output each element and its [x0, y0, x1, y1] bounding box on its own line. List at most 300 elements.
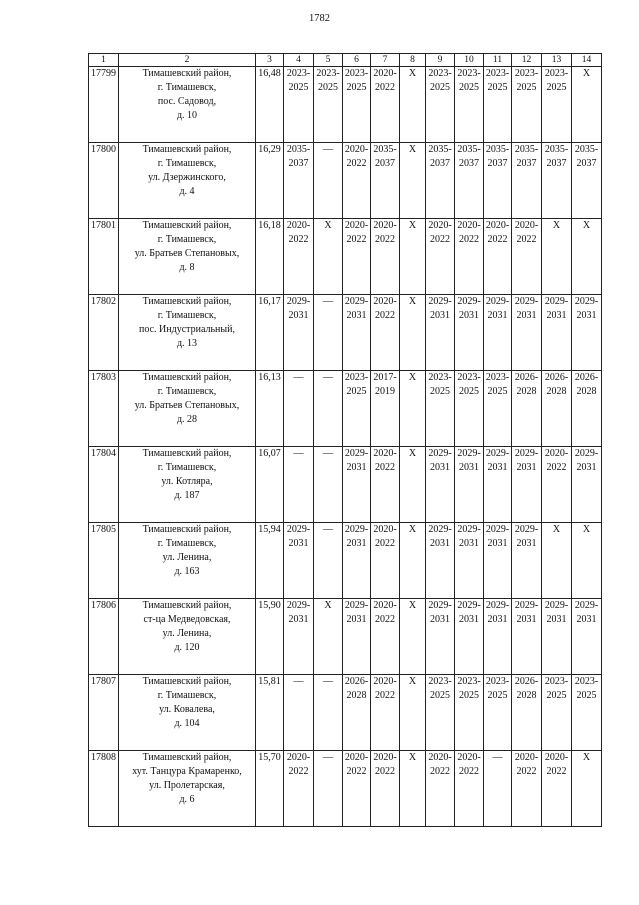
work-period-value: 2029- 2031	[514, 296, 539, 321]
work-period-cell	[314, 523, 343, 599]
column-header: 9	[426, 54, 455, 67]
table-row	[89, 751, 602, 827]
work-period-value: X	[324, 600, 332, 611]
column-header: 4	[284, 54, 314, 67]
work-period-cell	[484, 219, 512, 295]
work-period-cell	[512, 143, 542, 219]
work-period-value: 2029- 2031	[344, 296, 369, 321]
address-cell	[119, 67, 256, 143]
work-period-cell	[542, 67, 572, 143]
work-period-cell	[314, 447, 343, 523]
work-period-value: 2020- 2022	[344, 144, 369, 169]
work-period-cell	[426, 447, 455, 523]
work-period-value: 2029- 2031	[344, 600, 369, 625]
work-period-cell	[284, 143, 314, 219]
work-period-cell	[343, 599, 371, 675]
work-period-cell	[512, 447, 542, 523]
work-period-cell	[371, 143, 400, 219]
work-period-cell	[512, 67, 542, 143]
work-period-cell	[572, 751, 602, 827]
work-period-cell	[400, 447, 426, 523]
address-line: д. 104	[174, 718, 200, 729]
work-period-value: 2029- 2031	[485, 600, 510, 625]
work-period-value: 2029- 2031	[286, 600, 311, 625]
work-period-cell	[371, 523, 400, 599]
work-period-value: 2020- 2022	[373, 676, 397, 701]
address-cell	[119, 447, 256, 523]
work-period-value: 2020- 2022	[373, 220, 397, 245]
work-period-cell	[371, 219, 400, 295]
work-period-cell	[572, 67, 602, 143]
address-cell	[119, 295, 256, 371]
work-period-value: 2020- 2022	[544, 752, 569, 777]
table-row	[89, 295, 602, 371]
address-cell	[119, 751, 256, 827]
work-period-value: —	[293, 372, 304, 383]
work-period-value: X	[408, 372, 417, 383]
work-period-cell	[455, 67, 484, 143]
table-row	[89, 143, 602, 219]
work-period-value: X	[408, 220, 417, 231]
record-number: 17805	[89, 523, 119, 599]
work-period-value: 2029- 2031	[574, 448, 599, 473]
work-period-cell	[314, 67, 343, 143]
address-line: Тимашевский район,	[142, 676, 232, 687]
work-period-value: 2035- 2037	[485, 144, 510, 169]
work-period-cell	[400, 143, 426, 219]
work-period-value: X	[408, 524, 417, 535]
area-value: 15,70	[256, 751, 284, 827]
record-number: 17807	[89, 675, 119, 751]
work-period-value: 2029- 2031	[344, 524, 369, 549]
address-cell	[119, 523, 256, 599]
address-line: ул. Котляра,	[161, 476, 213, 487]
work-period-cell	[572, 143, 602, 219]
work-period-value: 2023- 2025	[344, 372, 369, 397]
work-period-cell	[455, 523, 484, 599]
work-period-value: 2023- 2025	[485, 372, 510, 397]
area-value: 15,94	[256, 523, 284, 599]
work-period-cell	[284, 599, 314, 675]
work-period-value: 2026- 2028	[344, 676, 369, 701]
work-period-value: 2020- 2022	[344, 220, 369, 245]
work-period-cell	[512, 295, 542, 371]
work-period-value: 2029- 2031	[344, 448, 369, 473]
work-period-value: —	[323, 676, 333, 687]
work-period-value: 2020- 2022	[286, 752, 311, 777]
work-period-value: X	[408, 676, 417, 687]
work-period-value: 2035- 2037	[428, 144, 452, 169]
work-period-cell	[371, 67, 400, 143]
work-period-cell	[426, 67, 455, 143]
work-period-cell	[572, 523, 602, 599]
work-period-value: —	[323, 752, 333, 763]
address-line: ул. Дзержинского,	[148, 172, 226, 183]
work-period-value: 2020- 2022	[514, 220, 539, 245]
work-period-cell	[455, 751, 484, 827]
work-period-cell	[542, 447, 572, 523]
address-line: г. Тимашевск,	[157, 538, 217, 549]
work-period-cell	[542, 751, 572, 827]
address-line: г. Тимашевск,	[157, 82, 217, 93]
work-period-value: 2026- 2028	[514, 676, 539, 701]
address-line: Тимашевский район,	[142, 220, 232, 231]
table-row	[89, 219, 602, 295]
address-line: д. 187	[174, 490, 200, 501]
address-line: г. Тимашевск,	[157, 690, 217, 701]
work-period-cell	[484, 67, 512, 143]
work-period-cell	[455, 219, 484, 295]
work-period-value: 2023- 2025	[457, 68, 481, 93]
address-line: Тимашевский район,	[142, 296, 232, 307]
work-period-value: X	[582, 752, 591, 763]
address-line: г. Тимашевск,	[157, 386, 217, 397]
work-period-value: X	[408, 68, 417, 79]
column-header: 14	[572, 54, 602, 67]
work-period-cell	[284, 523, 314, 599]
work-period-cell	[314, 675, 343, 751]
table-row	[89, 447, 602, 523]
work-period-cell	[426, 371, 455, 447]
address-line: г. Тимашевск,	[157, 462, 217, 473]
work-period-cell	[512, 751, 542, 827]
column-header: 8	[400, 54, 426, 67]
work-period-value: —	[293, 676, 304, 687]
column-header: 5	[314, 54, 343, 67]
work-period-value: 2023- 2025	[485, 68, 510, 93]
work-period-value: 2029- 2031	[428, 600, 452, 625]
area-value: 16,29	[256, 143, 284, 219]
table-row	[89, 675, 602, 751]
work-period-value: 2029- 2031	[457, 448, 481, 473]
work-period-cell	[400, 295, 426, 371]
work-period-cell	[484, 599, 512, 675]
work-period-value: 2023- 2025	[428, 372, 452, 397]
work-period-cell	[371, 599, 400, 675]
work-period-cell	[284, 447, 314, 523]
work-period-cell	[512, 599, 542, 675]
address-line: ул. Братьев Степановых,	[134, 400, 240, 411]
address-line: хут. Танцура Крамаренко,	[132, 766, 242, 777]
work-period-cell	[455, 371, 484, 447]
record-number: 17802	[89, 295, 119, 371]
work-period-value: —	[323, 448, 333, 459]
address-line: г. Тимашевск,	[157, 158, 217, 169]
work-period-cell	[484, 447, 512, 523]
column-number-header	[89, 54, 602, 67]
address-cell	[119, 219, 256, 295]
work-period-value: 2026- 2028	[514, 372, 539, 397]
work-period-value: 2029- 2031	[286, 524, 311, 549]
work-period-cell	[484, 751, 512, 827]
work-period-value: 2026- 2028	[544, 372, 569, 397]
column-header: 11	[484, 54, 512, 67]
work-period-cell	[572, 599, 602, 675]
work-period-cell	[314, 143, 343, 219]
area-value: 16,17	[256, 295, 284, 371]
work-period-value: 2023- 2025	[286, 68, 311, 93]
work-period-value: —	[293, 448, 304, 459]
work-period-cell	[314, 751, 343, 827]
work-period-cell	[426, 219, 455, 295]
work-period-value: X	[408, 752, 417, 763]
work-period-value: 2020- 2022	[457, 752, 481, 777]
work-period-value: 2020- 2022	[428, 220, 452, 245]
address-line: д. 13	[176, 338, 198, 349]
work-period-cell	[400, 599, 426, 675]
work-period-value: X	[408, 448, 417, 459]
work-period-value: 2023- 2025	[457, 676, 481, 701]
work-period-value: 2023- 2025	[544, 676, 569, 701]
work-period-value: 2035- 2037	[286, 144, 311, 169]
work-period-cell	[512, 371, 542, 447]
work-period-cell	[426, 675, 455, 751]
address-line: д. 8	[179, 262, 195, 273]
work-period-value: X	[582, 524, 591, 535]
column-header: 13	[542, 54, 572, 67]
work-period-cell	[484, 675, 512, 751]
work-period-value: X	[408, 600, 417, 611]
work-period-cell	[371, 751, 400, 827]
work-period-cell	[426, 143, 455, 219]
work-period-value: X	[552, 220, 561, 231]
column-header: 12	[512, 54, 542, 67]
work-period-value: —	[323, 524, 333, 535]
work-period-value: 2023- 2025	[428, 676, 452, 701]
work-period-cell	[484, 523, 512, 599]
address-line: Тимашевский район,	[142, 448, 232, 459]
work-period-cell	[426, 523, 455, 599]
work-period-value: 2020- 2022	[485, 220, 510, 245]
work-period-cell	[371, 371, 400, 447]
column-header: 3	[256, 54, 284, 67]
work-period-value: 2029- 2031	[485, 524, 510, 549]
work-period-cell	[572, 219, 602, 295]
address-line: пос. Индустриальный,	[139, 324, 235, 335]
work-period-cell	[343, 371, 371, 447]
work-period-cell	[400, 67, 426, 143]
work-period-value: 2020- 2022	[373, 68, 397, 93]
work-period-value: 2020- 2022	[373, 600, 397, 625]
housing-register-table	[88, 53, 602, 827]
work-period-value: X	[324, 220, 332, 231]
work-period-cell	[371, 675, 400, 751]
work-period-value: 2029- 2031	[428, 448, 452, 473]
work-period-value: 2023- 2025	[574, 676, 599, 701]
work-period-value: 2020- 2022	[373, 752, 397, 777]
address-line: д. 10	[176, 110, 198, 121]
address-line: Тимашевский район,	[142, 524, 232, 535]
work-period-value: 2029- 2031	[485, 448, 510, 473]
address-cell	[119, 143, 256, 219]
work-period-cell	[343, 219, 371, 295]
table-row	[89, 371, 602, 447]
work-period-cell	[484, 295, 512, 371]
column-header: 2	[119, 54, 256, 67]
address-line: Тимашевский район,	[142, 600, 232, 611]
address-cell	[119, 599, 256, 675]
table-row	[89, 599, 602, 675]
record-number: 17801	[89, 219, 119, 295]
record-number: 17806	[89, 599, 119, 675]
work-period-cell	[542, 295, 572, 371]
work-period-value: 2029- 2031	[574, 296, 599, 321]
work-period-value: 2023- 2025	[457, 372, 481, 397]
work-period-value: 2020- 2022	[373, 448, 397, 473]
address-cell	[119, 675, 256, 751]
address-line: г. Тимашевск,	[157, 310, 217, 321]
work-period-value: 2029- 2031	[544, 600, 569, 625]
work-period-value: X	[408, 144, 417, 155]
work-period-value: X	[408, 296, 417, 307]
work-period-value: —	[323, 296, 333, 307]
work-period-value: 2029- 2031	[514, 448, 539, 473]
address-line: ул. Ленина,	[162, 552, 212, 563]
work-period-cell	[572, 447, 602, 523]
work-period-value: 2035- 2037	[514, 144, 539, 169]
work-period-value: 2020- 2022	[286, 220, 311, 245]
work-period-cell	[542, 599, 572, 675]
work-period-value: 2020- 2022	[344, 752, 369, 777]
address-cell	[119, 371, 256, 447]
work-period-value: 2020- 2022	[544, 448, 569, 473]
table-body	[89, 67, 602, 827]
work-period-cell	[484, 371, 512, 447]
work-period-cell	[400, 523, 426, 599]
work-period-value: 2020- 2022	[514, 752, 539, 777]
address-line: д. 120	[174, 642, 200, 653]
work-period-value: 2029- 2031	[457, 296, 481, 321]
work-period-value: 2029- 2031	[286, 296, 311, 321]
work-period-value: —	[492, 752, 503, 763]
record-number: 17800	[89, 143, 119, 219]
work-period-cell	[343, 675, 371, 751]
work-period-value: 2023- 2025	[485, 676, 510, 701]
work-period-cell	[484, 143, 512, 219]
work-period-value: 2029- 2031	[428, 524, 452, 549]
record-number: 17803	[89, 371, 119, 447]
work-period-value: 2029- 2031	[544, 296, 569, 321]
address-line: ул. Пролетарская,	[149, 780, 225, 791]
address-line: Тимашевский район,	[142, 144, 232, 155]
record-number: 17808	[89, 751, 119, 827]
area-value: 16,48	[256, 67, 284, 143]
work-period-cell	[512, 523, 542, 599]
record-number: 17799	[89, 67, 119, 143]
work-period-cell	[343, 143, 371, 219]
address-line: д. 28	[176, 414, 198, 425]
work-period-cell	[542, 675, 572, 751]
page-number: 1782	[309, 13, 330, 24]
work-period-cell	[455, 447, 484, 523]
work-period-value: 2029- 2031	[457, 524, 481, 549]
address-line: ул. Ковалева,	[159, 704, 215, 715]
work-period-value: 2023- 2025	[544, 68, 569, 93]
work-period-value: 2029- 2031	[428, 296, 452, 321]
area-value: 16,07	[256, 447, 284, 523]
work-period-value: X	[582, 68, 591, 79]
work-period-value: 2035- 2037	[574, 144, 599, 169]
work-period-cell	[455, 599, 484, 675]
work-period-cell	[455, 143, 484, 219]
work-period-cell	[343, 751, 371, 827]
work-period-cell	[512, 219, 542, 295]
work-period-value: 2023- 2025	[514, 68, 539, 93]
work-period-cell	[400, 219, 426, 295]
area-value: 16,18	[256, 219, 284, 295]
work-period-cell	[400, 371, 426, 447]
work-period-cell	[284, 371, 314, 447]
column-header: 7	[371, 54, 400, 67]
table-row	[89, 67, 602, 143]
column-header: 6	[343, 54, 371, 67]
address-line: Тимашевский район,	[142, 68, 232, 79]
work-period-value: —	[323, 372, 333, 383]
work-period-cell	[426, 751, 455, 827]
work-period-cell	[455, 295, 484, 371]
work-period-cell	[371, 295, 400, 371]
work-period-value: —	[323, 144, 333, 155]
address-line: д. 6	[179, 794, 195, 805]
work-period-value: 2023- 2025	[428, 68, 452, 93]
work-period-cell	[572, 371, 602, 447]
work-period-cell	[284, 675, 314, 751]
work-period-cell	[284, 67, 314, 143]
work-period-value: X	[582, 220, 591, 231]
work-period-value: 2026- 2028	[574, 372, 599, 397]
work-period-cell	[400, 751, 426, 827]
work-period-cell	[284, 295, 314, 371]
area-value: 16,13	[256, 371, 284, 447]
address-line: г. Тимашевск,	[157, 234, 217, 245]
address-line: ул. Братьев Степановых,	[134, 248, 240, 259]
work-period-cell	[343, 67, 371, 143]
work-period-cell	[314, 295, 343, 371]
work-period-cell	[542, 219, 572, 295]
work-period-cell	[343, 523, 371, 599]
work-period-value: 2017- 2019	[373, 372, 397, 397]
work-period-cell	[455, 675, 484, 751]
work-period-cell	[426, 295, 455, 371]
work-period-value: 2029- 2031	[574, 600, 599, 625]
work-period-cell	[572, 295, 602, 371]
work-period-cell	[314, 371, 343, 447]
address-line: ул. Ленина,	[162, 628, 212, 639]
work-period-cell	[284, 751, 314, 827]
work-period-value: 2029- 2031	[457, 600, 481, 625]
work-period-cell	[512, 675, 542, 751]
address-line: пос. Садовод,	[157, 96, 217, 107]
work-period-cell	[542, 523, 572, 599]
work-period-value: 2023- 2025	[316, 68, 340, 93]
work-period-cell	[426, 599, 455, 675]
area-value: 15,81	[256, 675, 284, 751]
work-period-value: 2023- 2025	[344, 68, 369, 93]
work-period-value: X	[552, 524, 561, 535]
area-value: 15,90	[256, 599, 284, 675]
column-header: 1	[89, 54, 119, 67]
work-period-cell	[284, 219, 314, 295]
work-period-value: 2035- 2037	[373, 144, 397, 169]
work-period-cell	[400, 675, 426, 751]
column-header: 10	[455, 54, 484, 67]
work-period-cell	[314, 599, 343, 675]
address-line: ст-ца Медведовская,	[143, 614, 231, 625]
work-period-value: 2020- 2022	[457, 220, 481, 245]
work-period-cell	[314, 219, 343, 295]
address-line: д. 163	[174, 566, 200, 577]
header-row	[89, 54, 602, 67]
